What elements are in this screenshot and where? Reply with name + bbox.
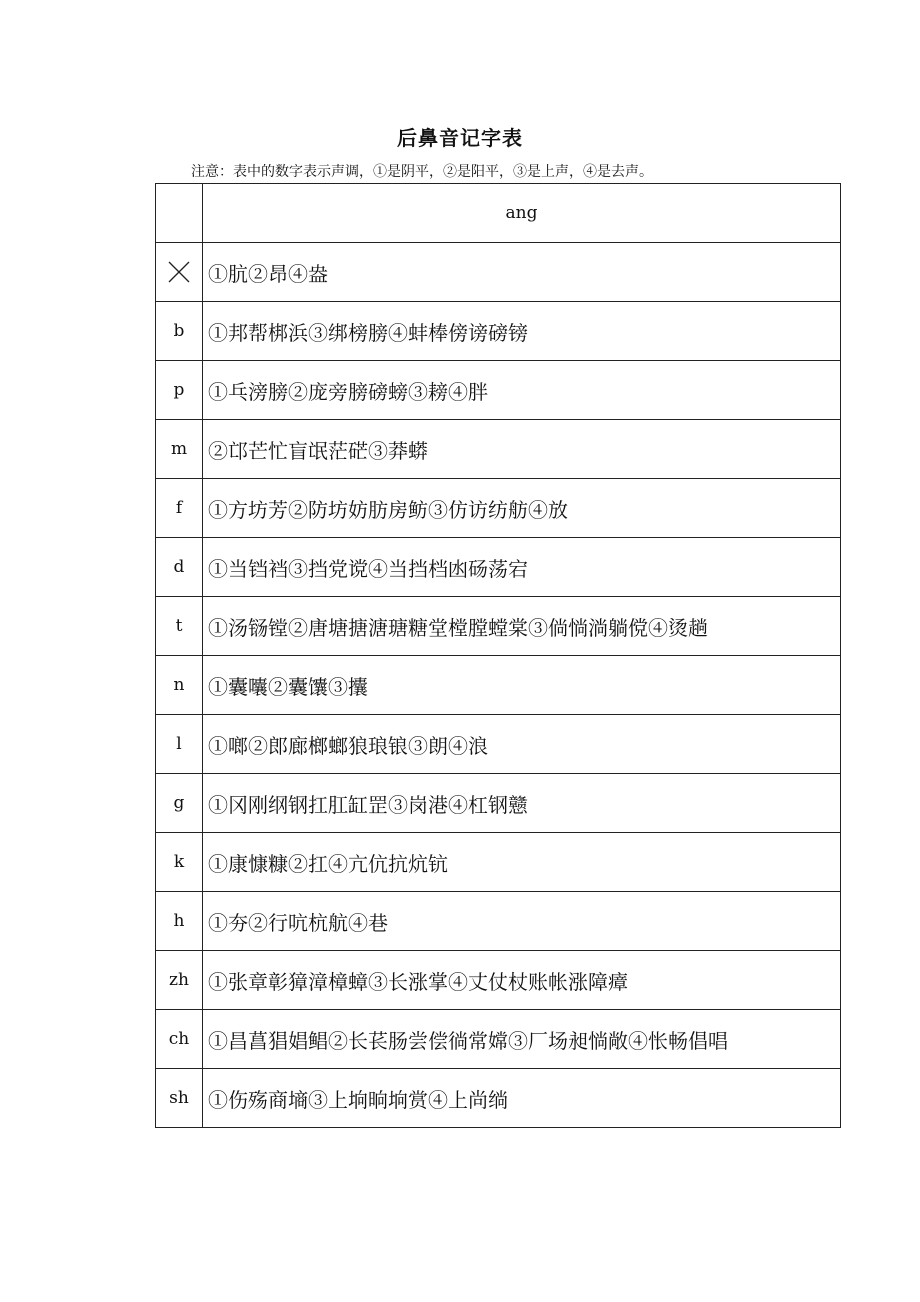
chars-cell: ①汤铴镗②唐塘搪溏瑭糖堂樘膛螳棠③倘惝淌躺傥④烫趟 [203,597,841,656]
table-header-row [156,184,841,243]
initial-cell: t [156,597,203,656]
chars-cell: ①昌菖猖娼鲳②长苌肠尝偿徜常嫦③厂场昶惝敞④怅畅倡唱 [203,1010,841,1069]
chars-cell: ①啷②郎廊榔螂狼琅锒③朗④浪 [203,715,841,774]
tone-note: 注意：表中的数字表示声调，①是阴平，②是阳平，③是上声，④是去声。 [191,164,653,180]
table-row [156,243,841,302]
initial-cell: d [156,538,203,597]
chars-cell: ②邙芒忙盲氓茫硭③莽蟒 [203,420,841,479]
initial-cell: l [156,715,203,774]
cross-icon [167,260,191,284]
table-row [156,420,841,479]
chars-cell: ①康慷糠②扛④亢伉抗炕钪 [203,833,841,892]
zero-initial-cell [156,243,203,302]
initial-cell: b [156,302,203,361]
initial-cell: n [156,656,203,715]
final-header: ang [203,184,841,243]
table-row [156,1010,841,1069]
chars-cell: ①张章彰獐漳樟蟑③长涨掌④丈仗杖账帐涨障瘴 [203,951,841,1010]
initial-cell: ch [156,1010,203,1069]
initial-cell: f [156,479,203,538]
table-row [156,774,841,833]
page-title: 后鼻音记字表 [397,126,523,150]
chars-cell: ①囊囔②囊馕③攮 [203,656,841,715]
chars-cell: ①夯②行吭杭航④巷 [203,892,841,951]
chars-cell: ①方坊芳②防坊妨肪房鲂③仿访纺舫④放 [203,479,841,538]
table-row [156,656,841,715]
table-row [156,597,841,656]
header-initial-cell [156,184,203,243]
chars-cell: ①当铛裆③挡党谠④当挡档凼砀荡宕 [203,538,841,597]
table-row [156,1069,841,1128]
initial-cell: m [156,420,203,479]
initial-cell: h [156,892,203,951]
chars-cell: ①冈刚纲钢扛肛缸罡③岗港④杠钢戆 [203,774,841,833]
table-row [156,715,841,774]
table-row [156,951,841,1010]
initial-cell: g [156,774,203,833]
initial-cell: zh [156,951,203,1010]
table-row [156,833,841,892]
table-row [156,302,841,361]
rhyme-table [155,183,841,1128]
chars-cell: ①乓滂膀②庞旁膀磅螃③耪④胖 [203,361,841,420]
chars-cell: ①邦帮梆浜③绑榜膀④蚌棒傍谤磅镑 [203,302,841,361]
initial-cell: k [156,833,203,892]
table-row [156,538,841,597]
chars-cell: ①伤殇商墒③上垧晌垧赏④上尚绱 [203,1069,841,1128]
table-row [156,892,841,951]
table-row [156,479,841,538]
initial-cell: p [156,361,203,420]
initial-cell: sh [156,1069,203,1128]
chars-cell: ①肮②昂④盎 [203,243,841,302]
table-row [156,361,841,420]
